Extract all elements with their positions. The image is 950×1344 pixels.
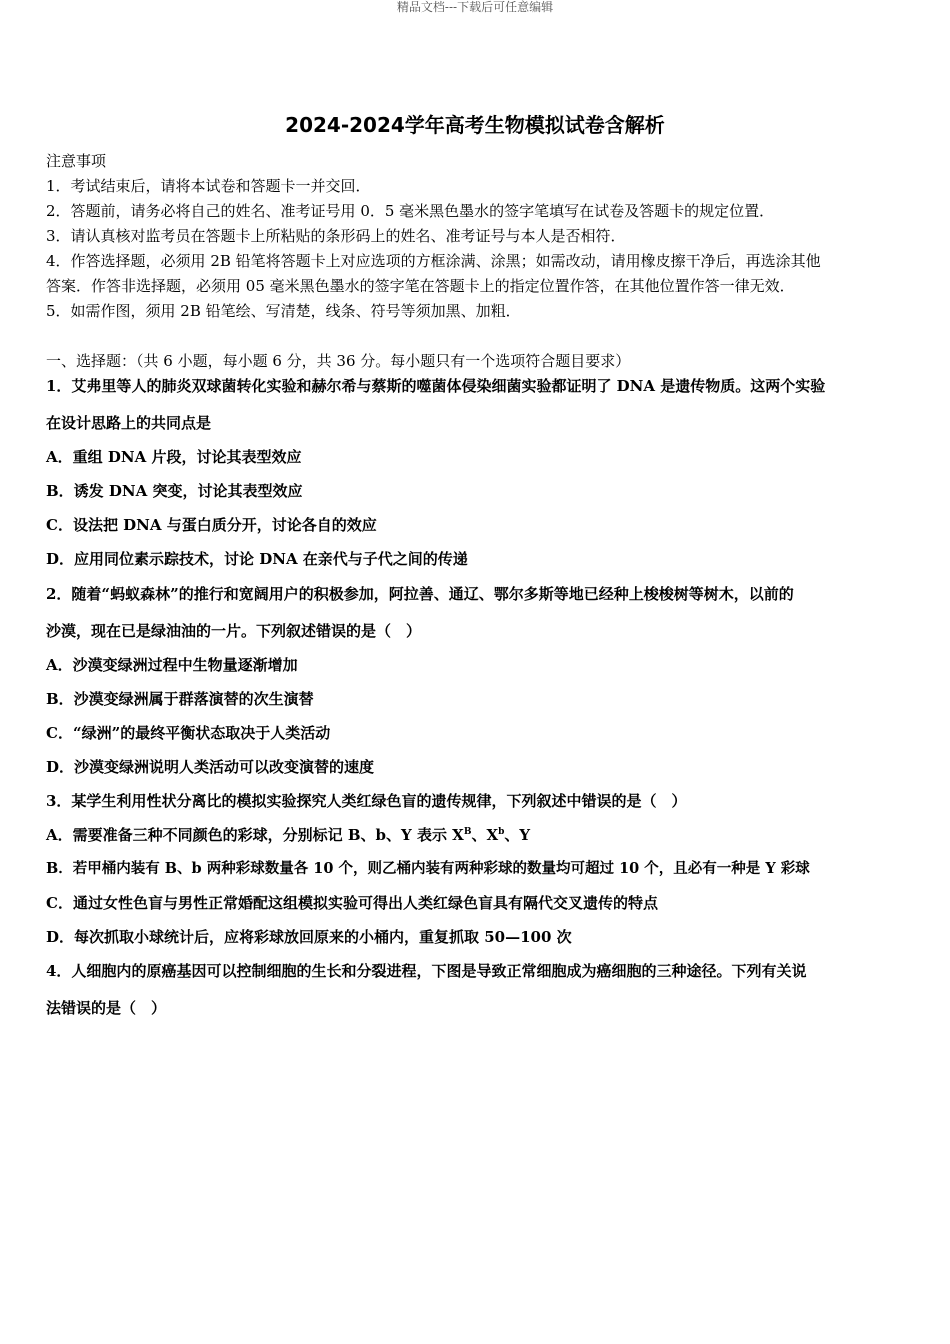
q1-option-d: D．应用同位素示踪技术，讨论 DNA 在亲代与子代之间的传递 bbox=[46, 550, 468, 568]
q3-stem: 3．某学生利用性状分离比的模拟实验探究人类红绿色盲的遗传规律，下列叙述中错误的是（ ） bbox=[46, 792, 687, 810]
notice-heading: 注意事项 bbox=[46, 152, 107, 170]
q1-stem-cont: 在设计思路上的共同点是 bbox=[46, 414, 212, 432]
q3-option-a-end: 、Y bbox=[504, 826, 531, 844]
q3-option-b: B．若甲桶内装有 B、b 两种彩球数量各 10 个，则乙桶内装有两种彩球的数量均可超过 10 个，且必有一种是 Y 彩球 bbox=[46, 860, 810, 877]
q3-option-a-text: A．需要准备三种不同颜色的彩球，分别标记 B、b、Y 表示 X bbox=[46, 826, 464, 844]
section-heading: 一、选择题：（共 6 小题，每小题 6 分，共 36 分。每小题只有一个选项符合题目要求） bbox=[46, 352, 631, 370]
q2-stem: 2．随着“蚂蚁森林”的推行和宽阔用户的积极参加，阿拉善、通辽、鄂尔多斯等地已经种上梭梭树等树木，以前的 bbox=[46, 585, 794, 603]
notice-item-3: 3．请认真核对监考员在答题卡上所粘贴的条形码上的姓名、准考证号与本人是否相符． bbox=[46, 227, 626, 245]
superscript-b-lower: b bbox=[498, 827, 505, 837]
q3-option-a bbox=[46, 824, 916, 846]
notice-item-4-cont: 答案．作答非选择题，必须用 05 毫米黑色墨水的签字笔在答题卡上的指定位置作答，在其他位置作答一律无效． bbox=[46, 277, 795, 295]
q1-option-a: A．重组 DNA 片段，讨论其表型效应 bbox=[46, 448, 302, 466]
q4-stem-cont: 法错误的是（ ） bbox=[46, 999, 167, 1017]
q3-option-c: C．通过女性色盲与男性正常婚配这组模拟实验可得出人类红绿色盲具有隔代交叉遗传的特点 bbox=[46, 894, 658, 912]
q2-option-a: A．沙漠变绿洲过程中生物量逐渐增加 bbox=[46, 656, 298, 674]
q4-stem: 4．人细胞内的原癌基因可以控制细胞的生长和分裂进程，下图是导致正常细胞成为癌细胞的三种途径。下列有关说 bbox=[46, 962, 807, 980]
q2-option-b: B．沙漠变绿洲属于群落演替的次生演替 bbox=[46, 690, 314, 708]
superscript-b-upper: B bbox=[463, 827, 472, 837]
q2-option-d: D．沙漠变绿洲说明人类活动可以改变演替的速度 bbox=[46, 758, 375, 776]
q1-option-c: C．设法把 DNA 与蛋白质分开，讨论各自的效应 bbox=[46, 516, 377, 534]
q3-option-a-mid: 、X bbox=[471, 826, 499, 844]
q3-option-d: D．每次抓取小球统计后，应将彩球放回原来的小桶内，重复抓取 50—100 次 bbox=[46, 928, 572, 946]
page-header: 精品文档---下载后可任意编辑 bbox=[396, 0, 554, 14]
page-title: 2024-2024学年高考生物模拟试卷含解析 bbox=[285, 113, 665, 137]
q1-stem: 1．艾弗里等人的肺炎双球菌转化实验和赫尔希与蔡斯的噬菌体侵染细菌实验都证明了 DNA 是遗传物质。这两个实验 bbox=[46, 377, 826, 395]
q1-option-b: B．诱发 DNA 突变，讨论其表型效应 bbox=[46, 482, 303, 500]
notice-item-2: 2．答题前，请务必将自己的姓名、准考证号用 0．5 毫米黑色墨水的签字笔填写在试卷及答题卡的规定位置． bbox=[46, 202, 775, 220]
notice-item-1: 1．考试结束后，请将本试卷和答题卡一并交回． bbox=[46, 177, 371, 195]
notice-item-4: 4．作答选择题，必须用 2B 铅笔将答题卡上对应选项的方框涂满、涂黑；如需改动，请用橡皮擦干净后，再选涂其他 bbox=[46, 252, 821, 270]
q2-option-c: C．“绿洲”的最终平衡状态取决于人类活动 bbox=[46, 724, 331, 742]
q2-stem-cont: 沙漠，现在已是绿油油的一片。下列叙述错误的是（ ） bbox=[46, 622, 422, 640]
notice-item-5: 5．如需作图，须用 2B 铅笔绘、写清楚，线条、符号等须加黑、加粗． bbox=[46, 302, 521, 320]
